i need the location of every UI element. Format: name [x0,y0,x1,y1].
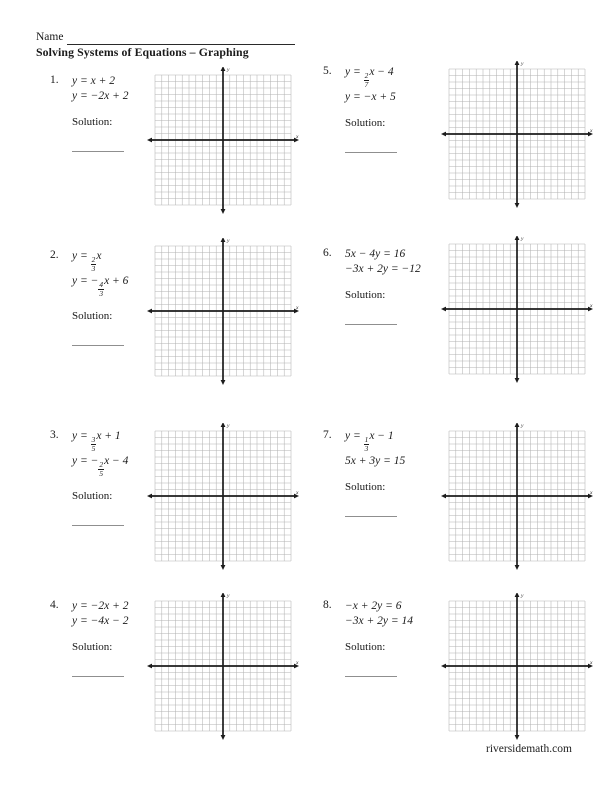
fraction: $\frac{2}{5}$ [99,459,104,478]
solution-label: Solution: [72,116,113,128]
problem-8 [323,599,413,677]
coordinate-grid [147,593,299,741]
solution-blank-line [345,516,397,517]
solution-blank-line [345,152,397,153]
problem-2 [50,249,128,346]
equation-1: y = −2x + 2 [72,600,129,612]
coordinate-grid [147,238,299,386]
graph-7 [441,423,593,571]
equation-2: y = −x + 5 [345,90,396,103]
y-axis-label: y [227,593,230,599]
y-axis-label: y [227,238,230,244]
coordinate-grid [441,61,593,209]
equation-1: y = x + 2 [72,75,115,87]
solution-label: Solution: [72,310,113,323]
y-axis-label: y [227,67,230,73]
y-axis-label: y [521,236,524,242]
equation-2: 5x + 3y = 15 [345,454,406,467]
problem-number: 1. [50,74,59,86]
equation-1: y = $\frac{1}{3}$ x − 1 [345,430,394,454]
footer-url: riversidemath.com [486,743,572,755]
y-axis-label: y [521,61,524,67]
equation-2: −3x + 2y = −12 [345,263,421,275]
solution-label: Solution: [345,116,386,129]
fraction: $\frac{2}{3}$ [91,255,96,274]
worksheet-title: Solving Systems of Equations – Graphing [36,45,249,59]
x-axis-label: x [296,305,299,311]
problem-4 [50,599,129,677]
problem-5 [323,65,397,153]
fraction: $\frac{1}{3}$ [364,435,369,454]
coordinate-grid [441,423,593,571]
solution-label: Solution: [345,641,386,653]
problem-3 [50,429,128,526]
equation-2: y = −2x + 2 [72,90,129,102]
solution-blank-line [345,324,397,325]
coordinate-grid [441,236,593,384]
equation-2: y = − $\frac{4}{3}$ x + 6 [72,274,129,298]
problem-number: 5. [323,65,332,77]
solution-blank-line [72,151,124,152]
problem-number: 4. [50,599,59,611]
equation-1: y = $\frac{3}{5}$ x + 1 [72,430,121,454]
equation-1: y = $\frac{2}{3}$ x [72,250,102,274]
problem-number: 2. [50,249,59,261]
graph-6 [441,236,593,384]
graph-5 [441,61,593,209]
solution-blank-line [345,676,397,677]
x-axis-label: x [296,490,299,496]
equation-2: −3x + 2y = 14 [345,615,413,627]
x-axis-label: x [590,490,593,496]
coordinate-grid [147,67,299,215]
equation-1: −x + 2y = 6 [345,600,402,612]
solution-blank-line [72,345,124,346]
solution-blank-line [72,525,124,526]
graph-4 [147,593,299,741]
fraction: $\frac{3}{5}$ [91,435,96,454]
x-axis-label: x [590,660,593,666]
solution-label: Solution: [72,641,113,653]
fraction: $\frac{4}{3}$ [99,279,104,298]
solution-label: Solution: [345,480,386,493]
equation-2: y = −4x − 2 [72,615,129,627]
graph-3 [147,423,299,571]
fraction: $\frac{2}{7}$ [364,71,369,90]
x-axis-label: x [296,134,299,140]
problem-1 [50,74,129,152]
x-axis-label: x [590,128,593,134]
y-axis-label: y [521,593,524,599]
graph-1 [147,67,299,215]
graph-2 [147,238,299,386]
problem-7 [323,429,405,517]
name-label: Name [36,31,64,43]
problem-6 [323,247,421,325]
coordinate-grid [147,423,299,571]
solution-blank-line [72,676,124,677]
problem-number: 6. [323,247,332,259]
problem-number: 7. [323,429,332,441]
problem-number: 8. [323,599,332,611]
x-axis-label: x [296,660,299,666]
graph-8 [441,593,593,741]
coordinate-grid [441,593,593,741]
y-axis-label: y [227,423,230,429]
equation-1: y = $\frac{2}{7}$ x − 4 [345,66,394,90]
x-axis-label: x [590,303,593,309]
equation-1: 5x − 4y = 16 [345,248,406,260]
y-axis-label: y [521,423,524,429]
solution-label: Solution: [345,289,386,301]
problem-number: 3. [50,429,59,441]
solution-label: Solution: [72,490,113,503]
equation-2: y = − $\frac{2}{5}$ x − 4 [72,454,129,478]
